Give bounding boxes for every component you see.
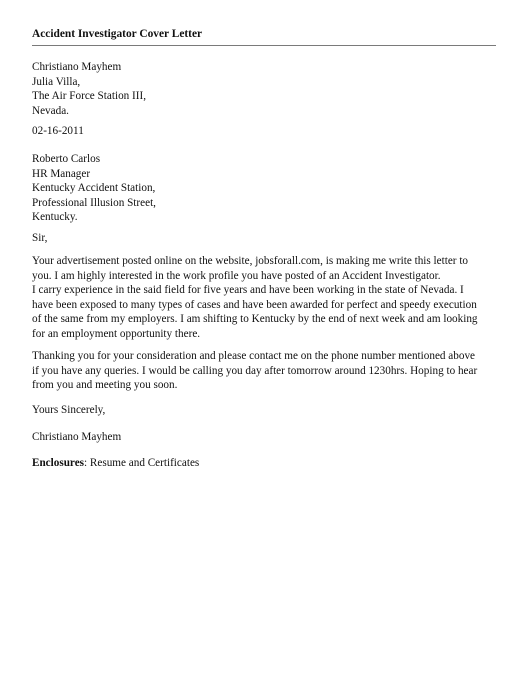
recipient-address (32, 152, 502, 225)
paragraph-line: for an employment opportunity there. (32, 327, 201, 340)
recipient-line: HR Manager (32, 167, 91, 180)
body-paragraph-1 (32, 254, 502, 342)
recipient-line: Kentucky. (32, 211, 78, 224)
enclosures-text: : Resume and Certificates (84, 457, 200, 469)
recipient-line: Kentucky Accident Station, (32, 182, 156, 195)
salutation: Sir, (32, 232, 48, 244)
document-title: Accident Investigator Cover Letter (32, 28, 203, 40)
sender-line: Julia Villa, (32, 75, 81, 88)
paragraph-line: Thanking you for your consideration and please contact me on the phone number mentioned above (32, 350, 476, 362)
paragraph-line: you. I am highly interested in the work profile you have posted of an Accident Investigator. (32, 269, 441, 282)
recipient-line: Roberto Carlos (32, 153, 101, 165)
closing: Yours Sincerely, (32, 404, 106, 416)
letter-date: 02-16-2011 (32, 125, 84, 137)
recipient-line: Professional Illusion Street, (32, 196, 156, 209)
title-divider (32, 45, 496, 46)
sender-line: Nevada. (32, 104, 69, 117)
paragraph-line: of the same from my employers. I am shifting to Kentucky by the end of next week and am looking (32, 313, 478, 326)
paragraph-line: Your advertisement posted online on the website, jobsforall.com, is making me write this letter to (32, 255, 469, 267)
paragraph-line: I carry experience in the said field for five years and have been working in the state of Nevada. I (32, 284, 464, 297)
enclosures (32, 456, 502, 471)
body-paragraph-2 (32, 349, 502, 393)
enclosures-label: Enclosures (32, 457, 85, 469)
sender-line: Christiano Mayhem (32, 61, 122, 73)
paragraph-line: have been exposed to many types of cases and have been awarded for perfect and speedy execution (32, 298, 477, 311)
paragraph-line: if you have any queries. I would be calling you day after tomorrow around 1230hrs. Hoping to hear (32, 364, 478, 377)
sender-address (32, 60, 502, 118)
paragraph-line: from you and meeting you soon. (32, 379, 178, 392)
signature-name: Christiano Mayhem (32, 431, 122, 443)
sender-line: The Air Force Station III, (32, 90, 147, 103)
